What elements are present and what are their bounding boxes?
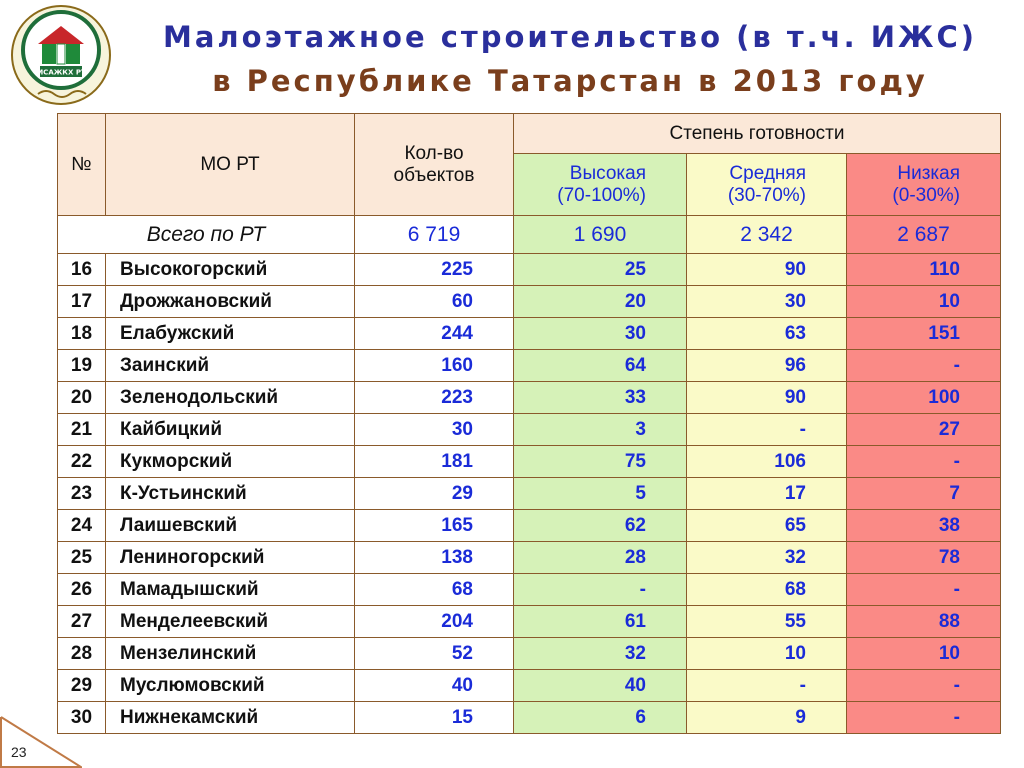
- row-num: 16: [58, 254, 106, 286]
- title-line-1: Малоэтажное строительство (в т.ч. ИЖС): [162, 20, 978, 54]
- logo-text: МСАЖКХ РТ: [36, 68, 86, 77]
- row-count: 15: [355, 702, 514, 734]
- row-num: 22: [58, 446, 106, 478]
- total-row: [58, 216, 1001, 254]
- row-count: 244: [355, 318, 514, 350]
- row-num: 19: [58, 350, 106, 382]
- row-count: 30: [355, 414, 514, 446]
- header-high-name: Высокая: [569, 162, 646, 184]
- ministry-logo: [10, 4, 112, 106]
- title-line-2: в Республике Татарстан в 2013 году: [212, 64, 928, 98]
- row-high: 61: [514, 606, 687, 638]
- row-count: 223: [355, 382, 514, 414]
- row-count: 165: [355, 510, 514, 542]
- table-row: [58, 510, 1001, 542]
- total-count: 6 719: [355, 216, 514, 254]
- row-num: 30: [58, 702, 106, 734]
- table-row: [58, 254, 1001, 286]
- header-mid-name: Средняя: [729, 162, 806, 184]
- row-high: 33: [514, 382, 687, 414]
- row-low: -: [847, 702, 1001, 734]
- row-name: К-Устьинский: [106, 478, 355, 510]
- row-num: 17: [58, 286, 106, 318]
- row-low: -: [847, 350, 1001, 382]
- table-row: [58, 638, 1001, 670]
- table-row: [58, 318, 1001, 350]
- header-low-name: Низкая: [897, 162, 960, 184]
- row-count: 52: [355, 638, 514, 670]
- row-high: 62: [514, 510, 687, 542]
- row-low: 10: [847, 286, 1001, 318]
- header-high: [514, 154, 687, 216]
- row-num: 18: [58, 318, 106, 350]
- total-mid: 2 342: [687, 216, 847, 254]
- row-low: 38: [847, 510, 1001, 542]
- row-num: 29: [58, 670, 106, 702]
- row-mid: 65: [687, 510, 847, 542]
- row-name: Высокогорский: [106, 254, 355, 286]
- row-count: 29: [355, 478, 514, 510]
- row-name: Мамадышский: [106, 574, 355, 606]
- row-count: 68: [355, 574, 514, 606]
- row-mid: -: [687, 414, 847, 446]
- row-num: 21: [58, 414, 106, 446]
- row-mid: -: [687, 670, 847, 702]
- row-num: 28: [58, 638, 106, 670]
- table-row: [58, 382, 1001, 414]
- row-num: 23: [58, 478, 106, 510]
- table-row: [58, 542, 1001, 574]
- row-mid: 30: [687, 286, 847, 318]
- row-high: 75: [514, 446, 687, 478]
- table-row: [58, 606, 1001, 638]
- header-degree: Степень готовности: [514, 114, 1001, 154]
- table-row: [58, 702, 1001, 734]
- header-count: Кол-во объектов: [355, 114, 514, 216]
- row-low: 78: [847, 542, 1001, 574]
- table-row: [58, 350, 1001, 382]
- row-high: 28: [514, 542, 687, 574]
- row-mid: 17: [687, 478, 847, 510]
- table-row: [58, 670, 1001, 702]
- row-name: Нижнекамский: [106, 702, 355, 734]
- header-low-range: (0-30%): [892, 184, 960, 206]
- header-low: [847, 154, 1001, 216]
- row-high: 3: [514, 414, 687, 446]
- row-count: 60: [355, 286, 514, 318]
- row-mid: 68: [687, 574, 847, 606]
- row-name: Муслюмовский: [106, 670, 355, 702]
- row-low: -: [847, 574, 1001, 606]
- row-low: -: [847, 670, 1001, 702]
- row-name: Кайбицкий: [106, 414, 355, 446]
- row-name: Лаишевский: [106, 510, 355, 542]
- row-low: 88: [847, 606, 1001, 638]
- header-high-range: (70-100%): [557, 184, 646, 206]
- row-high: 64: [514, 350, 687, 382]
- row-mid: 63: [687, 318, 847, 350]
- row-count: 160: [355, 350, 514, 382]
- row-mid: 90: [687, 382, 847, 414]
- row-mid: 9: [687, 702, 847, 734]
- header-mo: МО РТ: [106, 114, 355, 216]
- row-name: Заинский: [106, 350, 355, 382]
- construction-table: [57, 113, 1001, 734]
- header-mid: [687, 154, 847, 216]
- page-corner-shape: [0, 716, 82, 768]
- row-mid: 106: [687, 446, 847, 478]
- page-number: 23: [11, 744, 27, 760]
- row-mid: 55: [687, 606, 847, 638]
- row-low: 27: [847, 414, 1001, 446]
- row-high: 20: [514, 286, 687, 318]
- row-name: Лениногорский: [106, 542, 355, 574]
- table-row: [58, 446, 1001, 478]
- row-num: 24: [58, 510, 106, 542]
- row-high: 25: [514, 254, 687, 286]
- table-row: [58, 574, 1001, 606]
- row-name: Дрожжановский: [106, 286, 355, 318]
- table-row: [58, 478, 1001, 510]
- row-mid: 32: [687, 542, 847, 574]
- row-low: -: [847, 446, 1001, 478]
- row-name: Елабужский: [106, 318, 355, 350]
- row-mid: 96: [687, 350, 847, 382]
- row-num: 26: [58, 574, 106, 606]
- row-high: -: [514, 574, 687, 606]
- total-low: 2 687: [847, 216, 1001, 254]
- row-high: 40: [514, 670, 687, 702]
- row-high: 6: [514, 702, 687, 734]
- row-high: 5: [514, 478, 687, 510]
- row-name: Кукморский: [106, 446, 355, 478]
- row-low: 10: [847, 638, 1001, 670]
- row-low: 7: [847, 478, 1001, 510]
- page-number-box: [0, 716, 82, 768]
- header-num: №: [58, 114, 106, 216]
- row-num: 27: [58, 606, 106, 638]
- row-low: 100: [847, 382, 1001, 414]
- row-count: 40: [355, 670, 514, 702]
- row-count: 138: [355, 542, 514, 574]
- row-low: 110: [847, 254, 1001, 286]
- row-low: 151: [847, 318, 1001, 350]
- total-label: Всего по РТ: [58, 216, 355, 254]
- row-name: Мензелинский: [106, 638, 355, 670]
- row-mid: 10: [687, 638, 847, 670]
- row-num: 25: [58, 542, 106, 574]
- total-high: 1 690: [514, 216, 687, 254]
- row-num: 20: [58, 382, 106, 414]
- table-body: [58, 254, 1001, 734]
- row-count: 204: [355, 606, 514, 638]
- row-name: Менделеевский: [106, 606, 355, 638]
- row-count: 181: [355, 446, 514, 478]
- header-mid-range: (30-70%): [727, 184, 806, 206]
- row-high: 30: [514, 318, 687, 350]
- row-count: 225: [355, 254, 514, 286]
- row-name: Зеленодольский: [106, 382, 355, 414]
- row-mid: 90: [687, 254, 847, 286]
- row-high: 32: [514, 638, 687, 670]
- table-row: [58, 286, 1001, 318]
- table-row: [58, 414, 1001, 446]
